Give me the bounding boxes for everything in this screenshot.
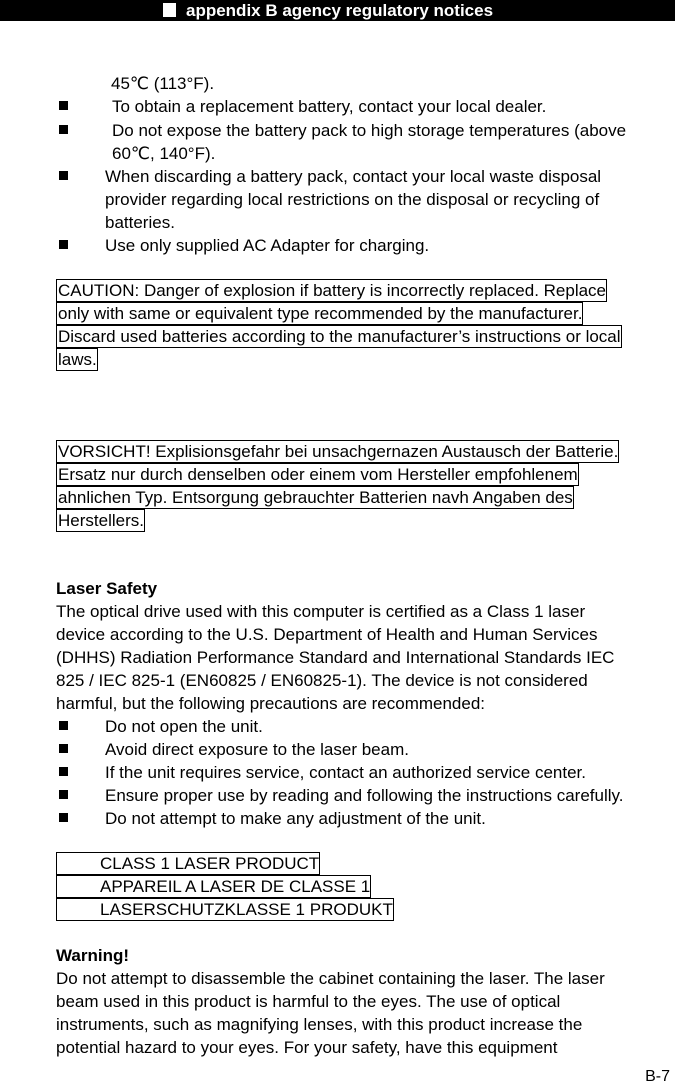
laser-body-line-3: (DHHS) Radiation Performance Standard and International Standards IEC — [56, 648, 615, 667]
caution-en-line-3: Discard used batteries according to the manufacturer’s instructions or local — [58, 327, 621, 346]
warning-body-line-3: instruments, such as magnifying lenses, with this product increase the — [56, 1015, 583, 1034]
warning-body-line-1: Do not attempt to disassemble the cabinet containing the laser. The laser — [56, 969, 605, 988]
caution-de-line-1: VORSICHT! Explisionsgefahr bei unsachgernazen Austausch der Batterie. — [58, 442, 619, 461]
caution-en-line-2: only with same or equivalent type recommended by the manufacturer. — [58, 304, 583, 323]
bullet-icon — [59, 744, 68, 753]
battery-continued: 45℃ (113°F). — [111, 74, 215, 93]
laser-item-1: Do not open the unit. — [105, 717, 263, 736]
caution-en-line-4: laws. — [58, 350, 97, 369]
warning-heading: Warning! — [56, 946, 130, 965]
bullet-icon — [59, 790, 68, 799]
caution-en-line-1: CAUTION: Danger of explosion if battery is incorrectly replaced. Replace — [58, 281, 607, 300]
battery-item-3-cont-2: batteries. — [105, 213, 175, 232]
battery-item-2: Do not expose the battery pack to high storage temperatures (above — [112, 121, 627, 140]
caution-de-line-3: ahnlichen Typ. Entsorgung gebrauchter Batterien navh Angaben des — [58, 488, 573, 507]
laser-body-line-1: The optical drive used with this computer is certified as a Class 1 laser — [56, 602, 586, 621]
battery-item-1: To obtain a replacement battery, contact your local dealer. — [112, 97, 547, 116]
laser-label-3: LASERSCHUTZKLASSE 1 PRODUKT — [56, 898, 394, 921]
bullet-icon — [59, 767, 68, 776]
battery-item-2-cont: 60℃, 140°F). — [112, 144, 216, 163]
bullet-icon — [59, 171, 68, 180]
page-number: B-7 — [645, 1068, 670, 1085]
laser-body-line-4: 825 / IEC 825-1 (EN60825 / EN60825-1). The device is not considered — [56, 671, 588, 690]
laser-label-2: APPAREIL A LASER DE CLASSE 1 — [56, 875, 371, 898]
bullet-icon — [59, 240, 68, 249]
laser-body-line-5: harmful, but the following precautions are recommended: — [56, 694, 486, 713]
bullet-icon — [59, 721, 68, 730]
caution-de-line-2: Ersatz nur durch denselben oder einem vom Hersteller empfohlenem — [58, 465, 578, 484]
laser-item-3: If the unit requires service, contact an authorized service center. — [105, 763, 586, 782]
laser-label-1: CLASS 1 LASER PRODUCT — [56, 852, 320, 875]
page-header — [0, 0, 675, 21]
warning-body-line-4: potential hazard to your eyes. For your safety, have this equipment — [56, 1038, 558, 1057]
battery-item-4: Use only supplied AC Adapter for charging. — [105, 236, 430, 255]
bullet-icon — [59, 101, 68, 110]
header-square-icon — [163, 3, 176, 17]
bullet-icon — [59, 125, 68, 134]
laser-body-line-2: device according to the U.S. Department of Health and Human Services — [56, 625, 598, 644]
battery-item-3: When discarding a battery pack, contact your local waste disposal — [105, 167, 602, 186]
bullet-icon — [59, 813, 68, 822]
header-title: appendix B agency regulatory notices — [186, 1, 494, 20]
laser-item-2: Avoid direct exposure to the laser beam. — [105, 740, 409, 759]
warning-body-line-2: beam used in this product is harmful to the eyes. The use of optical — [56, 992, 561, 1011]
laser-item-5: Do not attempt to make any adjustment of the unit. — [105, 809, 486, 828]
battery-item-3-cont-1: provider regarding local restrictions on the disposal or recycling of — [105, 190, 600, 209]
laser-item-4: Ensure proper use by reading and following the instructions carefully. — [105, 786, 624, 805]
laser-heading: Laser Safety — [56, 579, 158, 598]
caution-de-line-4: Herstellers. — [58, 511, 144, 530]
